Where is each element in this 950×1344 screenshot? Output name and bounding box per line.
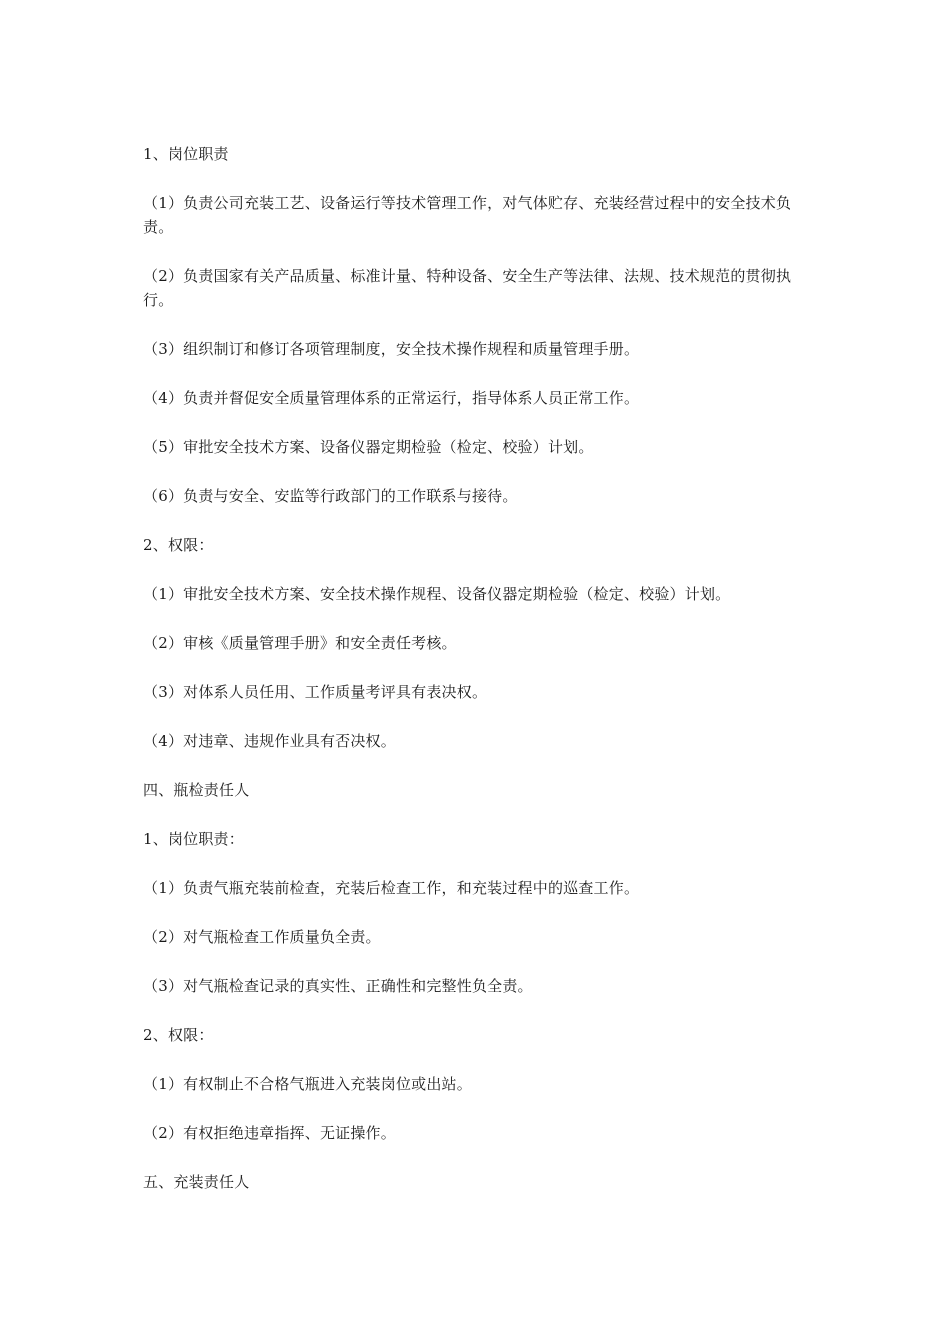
paragraph-duty-6: （6）负责与安全、安监等行政部门的工作联系与接待。 (143, 487, 518, 505)
section-heading-bottle-inspector: 四、瓶检责任人 (143, 781, 250, 799)
section-heading-authority: 2、权限： (143, 536, 214, 554)
paragraph-inspector-duty-3: （3）对气瓶检查记录的真实性、正确性和完整性负全责。 (143, 977, 533, 995)
paragraph-authority-3: （3）对体系人员任用、工作质量考评具有表决权。 (143, 683, 488, 701)
paragraph-duty-5: （5）审批安全技术方案、设备仪器定期检验（检定、校验）计划。 (143, 438, 594, 456)
paragraph-inspector-duty-2: （2）对气瓶检查工作质量负全责。 (143, 928, 381, 946)
paragraph-duty-1: （1）负责公司充装工艺、设备运行等技术管理工作，对气体贮存、充装经营过程中的安全技术负责。 (143, 194, 792, 236)
paragraph-inspector-duty-1: （1）负责气瓶充装前检查，充装后检查工作，和充装过程中的巡查工作。 (143, 879, 640, 897)
section-heading-duties: 1、岗位职责 (143, 145, 229, 163)
paragraph-authority-4: （4）对违章、违规作业具有否决权。 (143, 732, 396, 750)
section-heading-inspector-duties: 1、岗位职责： (143, 830, 244, 848)
section-heading-inspector-authority: 2、权限： (143, 1026, 214, 1044)
paragraph-authority-1: （1）审批安全技术方案、安全技术操作规程、设备仪器定期检验（检定、校验）计划。 (143, 585, 731, 603)
paragraph-inspector-authority-1: （1）有权制止不合格气瓶进入充装岗位或出站。 (143, 1075, 472, 1093)
paragraph-duty-3: （3）组织制订和修订各项管理制度，安全技术操作规程和质量管理手册。 (143, 340, 640, 358)
section-heading-filling-officer: 五、充装责任人 (143, 1173, 250, 1191)
paragraph-authority-2: （2）审核《质量管理手册》和安全责任考核。 (143, 634, 457, 652)
paragraph-duty-4: （4）负责并督促安全质量管理体系的正常运行，指导体系人员正常工作。 (143, 389, 640, 407)
document-body (143, 142, 813, 1219)
paragraph-duty-2: （2）负责国家有关产品质量、标准计量、特种设备、安全生产等法律、法规、技术规范的贯彻执行。 (143, 267, 792, 309)
paragraph-inspector-authority-2: （2）有权拒绝违章指挥、无证操作。 (143, 1124, 396, 1142)
